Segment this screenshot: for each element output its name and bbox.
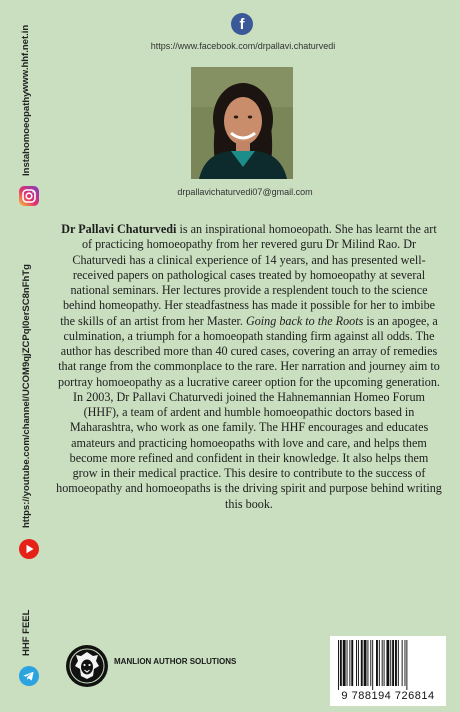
barcode-bar <box>358 640 359 686</box>
barcode-bar <box>376 640 378 686</box>
social-sidebar <box>0 0 40 712</box>
barcode-bar <box>367 640 368 686</box>
barcode-bar <box>395 640 397 686</box>
barcode-bar <box>361 640 363 686</box>
barcode-bar <box>406 640 407 690</box>
barcode-bar <box>340 640 342 686</box>
author-bio <box>56 222 442 512</box>
facebook-icon[interactable]: f <box>231 13 253 35</box>
publisher-name: MANLION AUTHOR SOLUTIONS <box>114 657 237 666</box>
website-link[interactable]: www.hhf.net.in <box>20 24 31 92</box>
barcode-bar <box>372 640 373 690</box>
author-email[interactable]: drpallavichaturvedi07@gmail.com <box>177 187 313 197</box>
bio-text-1b: is an apogee, a culmination, a triumph for a homoeopath standing firm against all odds. The author has described more than 40 cured cases, covering an array of remedies that range from the commonplace to the rare. Her narration and journey aim to portray homoeopathy as a lucrative career option for the upcoming generation. <box>58 313 440 389</box>
barcode-bar <box>390 640 391 686</box>
instagram-handle[interactable]: Instahomoeopathy <box>21 91 32 176</box>
instagram-icon[interactable] <box>18 185 40 207</box>
bio-paragraph-1 <box>56 222 442 390</box>
barcode-bar <box>392 640 394 686</box>
author-photo <box>191 67 293 179</box>
barcode-bar <box>351 640 353 686</box>
facebook-url[interactable]: https://www.facebook.com/drpallavi.chaturvedi <box>150 41 336 51</box>
barcode-bar <box>379 640 380 686</box>
bio-text-1a: is an inspirational homoeopath. She has learnt the art of practicing homoeopathy from her revered guru Dr Milind Rao. Dr Chaturvedi has a clinical experience of 14 years, and has presented well-received papers on pathological cases treated by homoeopathy at several national seminars. Her lectures provide a resplendent touch to the science behind homeopathy. Her steadfastness has made it possible for her to imbibe the skills of an artist from her Master. <box>60 222 437 328</box>
telegram-handle[interactable]: HHF FEEL <box>21 609 32 656</box>
barcode-bar <box>386 640 389 686</box>
youtube-icon[interactable] <box>18 538 40 560</box>
barcode-bar <box>382 640 383 686</box>
author-name: Dr Pallavi Chaturvedi <box>61 222 177 236</box>
barcode-bar <box>356 640 357 686</box>
barcode-bar <box>343 640 346 686</box>
isbn-number: 9 788194 726814 <box>341 690 435 702</box>
barcode-bar <box>384 640 385 686</box>
barcode-bar <box>398 640 399 686</box>
barcode-bar <box>405 640 406 686</box>
manlion-logo <box>65 644 109 688</box>
barcode-bar <box>347 640 348 686</box>
book-title: Going back to the Roots <box>245 313 364 328</box>
barcode-bar <box>364 640 367 686</box>
youtube-channel-link[interactable]: https://youtube.com/channel/UCOM9qjZCPqI0erSC8nFhTg <box>21 264 32 528</box>
barcode-bars <box>336 640 440 690</box>
isbn-barcode <box>330 636 446 706</box>
barcode-bar <box>338 640 339 690</box>
bio-paragraph-2: In 2003, Dr Pallavi Chaturvedi joined the Hahnemannian Homeo Forum (HHF), a team of ardent and humble homoeopathic doctors based in Maharashtra, who work as one family. The HHF encourages and educates amateurs and practicing homoeopaths with love and care, and helps them become more refined and confident in their knowledge. It also helps them grow in their medical practice. This desire to contribute to the success of homoeopathy and homoeopaths is the driving spirit and purpose behind writing this book. <box>56 389 442 511</box>
barcode-bar <box>370 640 371 686</box>
barcode-bar <box>402 640 403 686</box>
telegram-icon[interactable] <box>18 665 40 687</box>
barcode-bar <box>349 640 350 686</box>
